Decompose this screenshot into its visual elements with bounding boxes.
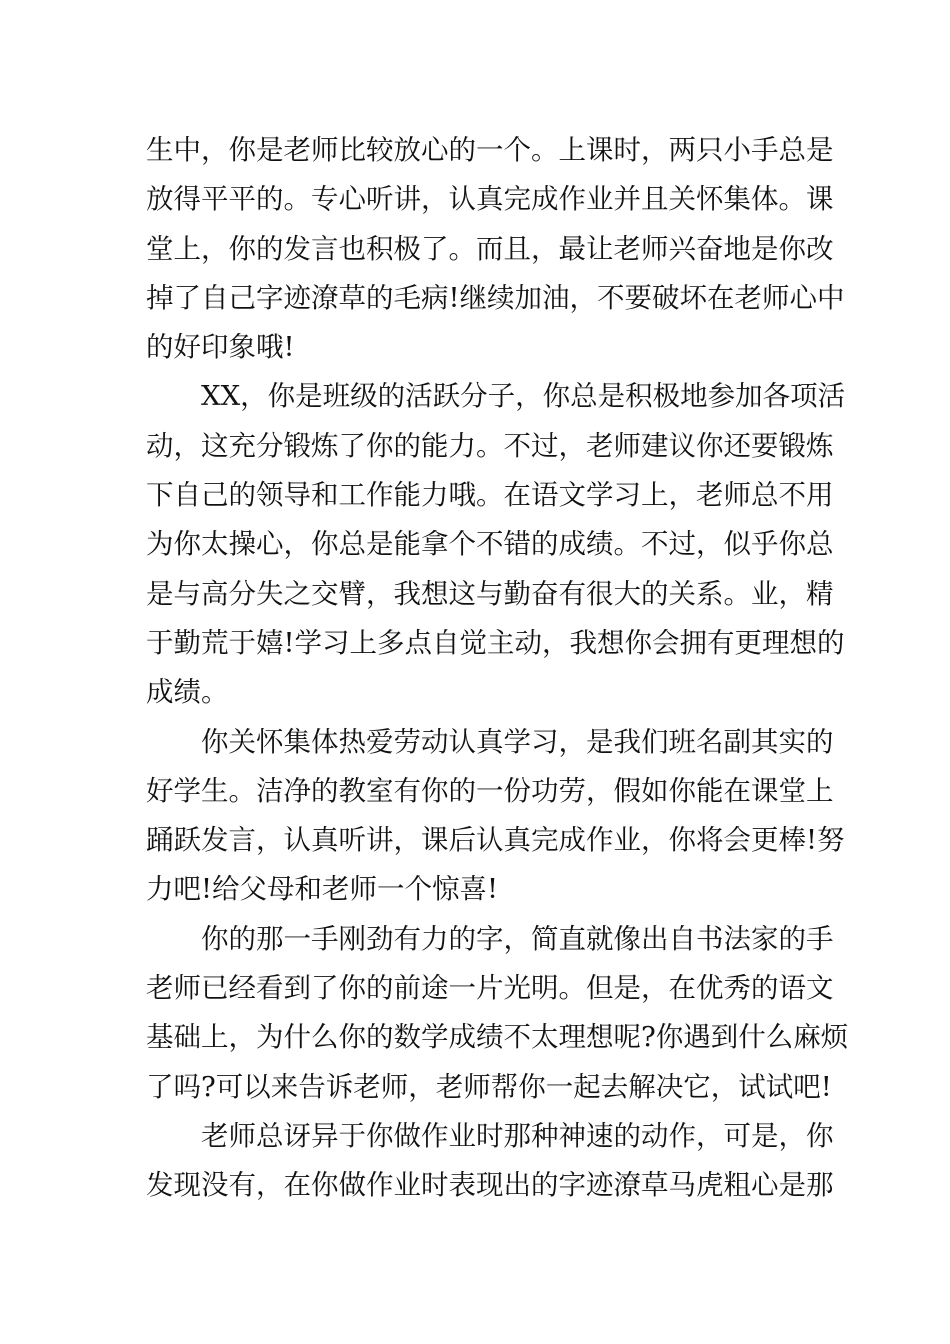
text-line: 下自己的领导和工作能力哦。在语文学习上，老师总不用: [146, 479, 834, 512]
text-line: 力吧!给父母和老师一个惊喜!: [146, 873, 499, 906]
text-line: 成绩。: [146, 676, 229, 709]
text-line: 踊跃发言，认真听讲，课后认真完成作业，你将会更棒!努: [146, 824, 845, 857]
paragraph-first-line: 你关怀集体热爱劳动认真学习，是我们班名副其实的: [201, 725, 834, 758]
text-line: 于勤荒于嬉!学习上多点自觉主动，我想你会拥有更理想的: [146, 626, 845, 659]
text-line: 掉了自己字迹潦草的毛病!继续加油，不要破坏在老师心中: [146, 281, 845, 314]
text-line: 了吗?可以来告诉老师，老师帮你一起去解决它，试试吧!: [146, 1070, 832, 1103]
text-line: 生中，你是老师比较放心的一个。上课时，两只小手总是: [146, 134, 834, 166]
document-body: [146, 126, 849, 1211]
text-line: 老师已经看到了你的前途一片光明。但是，在优秀的语文: [146, 972, 834, 1005]
text-line: 放得平平的。专心听讲，认真完成作业并且关怀集体。课: [146, 183, 834, 216]
text-line: 堂上，你的发言也积极了。而且，最让老师兴奋地是你改: [146, 232, 834, 265]
paragraph-first-line: 老师总讶异于你做作业时那种神速的动作，可是，你: [201, 1119, 834, 1152]
text-line: 基础上，为什么你的数学成绩不太理想呢?你遇到什么麻烦: [146, 1021, 849, 1054]
paragraph-first-line: XX，你是班级的活跃分子，你总是积极地参加各项活: [201, 380, 846, 413]
text-line: 为你太操心，你总是能拿个不错的成绩。不过，似乎你总: [146, 528, 834, 561]
text-line: 发现没有，在你做作业时表现出的字迹潦草马虎粗心是那: [146, 1169, 834, 1202]
text-line: 好学生。洁净的教室有你的一份功劳，假如你能在课堂上: [146, 774, 834, 807]
text-line: 的好印象哦!: [146, 331, 295, 364]
paragraph-first-line: 你的那一手刚劲有力的字，简直就像出自书法家的手: [201, 922, 834, 955]
text-line: 是与高分失之交臂，我想这与勤奋有很大的关系。业，精: [146, 577, 834, 610]
text-line: 动，这充分锻炼了你的能力。不过，老师建议你还要锻炼: [146, 429, 834, 462]
